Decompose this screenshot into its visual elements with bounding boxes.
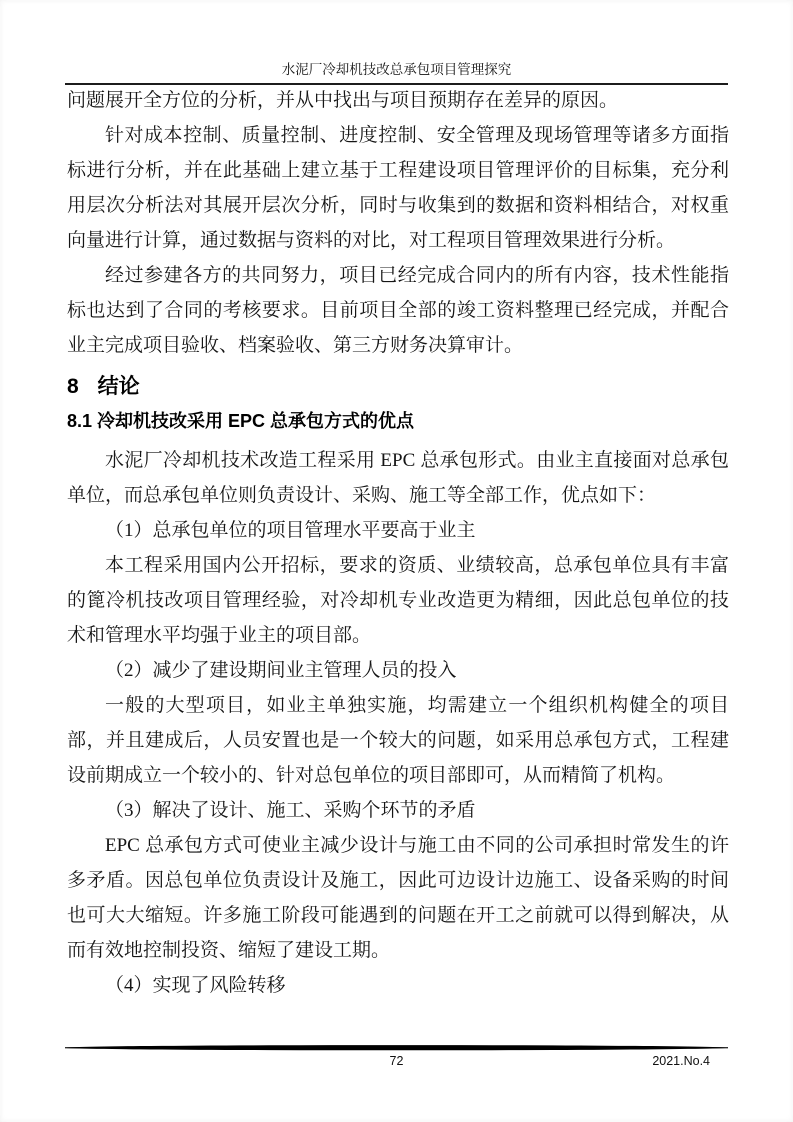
paragraph: 问题展开全方位的分析，并从中找出与项目预期存在差异的原因。 xyxy=(67,90,619,111)
paragraph: 水泥厂冷却机技术改造工程采用 EPC 总承包形式。由业主直接面对总承包单位，而总承包单位则负责设计、采购、施工等全部工作，优点如下： xyxy=(67,450,729,506)
page-header xyxy=(65,0,728,85)
footer-rule xyxy=(65,1044,728,1052)
paragraph: EPC 总承包方式可使业主减少设计与施工由不同的公司承担时常发生的许多矛盾。因总包单位负责设计及施工，因此可边设计边施工、设备采购的时间也可大大缩短。许多施工阶段可能遇到的问题在开工之前就可以得到解决，从而有效地控制投资、缩短了建设工期。 xyxy=(67,835,729,961)
footer-row xyxy=(65,1052,728,1072)
page-number: 72 xyxy=(389,1054,404,1068)
list-item: （1）总承包单位的项目管理水平要高于业主 xyxy=(105,520,476,541)
list-item: （2）减少了建设期间业主管理人员的投入 xyxy=(105,660,457,681)
list-item: （4）实现了风险转移 xyxy=(105,975,286,996)
page-body xyxy=(67,83,729,1003)
paragraph: 一般的大型项目，如业主单独实施，均需建立一个组织机构健全的项目部，并且建成后，人员安置也是一个较大的问题，如采用总承包方式，工程建设前期成立一个较小的、针对总包单位的项目部即可，从而精简了机构。 xyxy=(67,695,729,786)
list-item: （3）解决了设计、施工、采购个环节的矛盾 xyxy=(105,800,476,821)
section-heading xyxy=(67,373,729,401)
issue-number: 2021.No.4 xyxy=(652,1054,710,1068)
running-title: 水泥厂冷却机技改总承包项目管理探究 xyxy=(281,62,512,77)
page-footer xyxy=(65,1044,728,1072)
paragraph: 针对成本控制、质量控制、进度控制、安全管理及现场管理等诸多方面指标进行分析，并在此基础上建立基于工程建设项目管理评价的目标集，充分利用层次分析法对其展开层次分析，同时与收集到的数据和资料相结合，对权重向量进行计算，通过数据与资料的对比，对工程项目管理效果进行分析。 xyxy=(67,125,729,251)
section-title: 结论 xyxy=(97,375,140,398)
subsection-heading: 8.1 冷却机技改采用 EPC 总承包方式的优点 xyxy=(67,411,415,431)
paragraph: 本工程采用国内公开招标，要求的资质、业绩较高，总承包单位具有丰富的篦冷机技改项目管理经验，对冷却机专业改造更为精细，因此总包单位的技术和管理水平均强于业主的项目部。 xyxy=(67,555,729,646)
paragraph: 经过参建各方的共同努力，项目已经完成合同内的所有内容，技术性能指标也达到了合同的考核要求。目前项目全部的竣工资料整理已经完成，并配合业主完成项目验收、档案验收、第三方财务决算审计。 xyxy=(67,265,729,356)
section-number: 8 xyxy=(67,375,79,398)
